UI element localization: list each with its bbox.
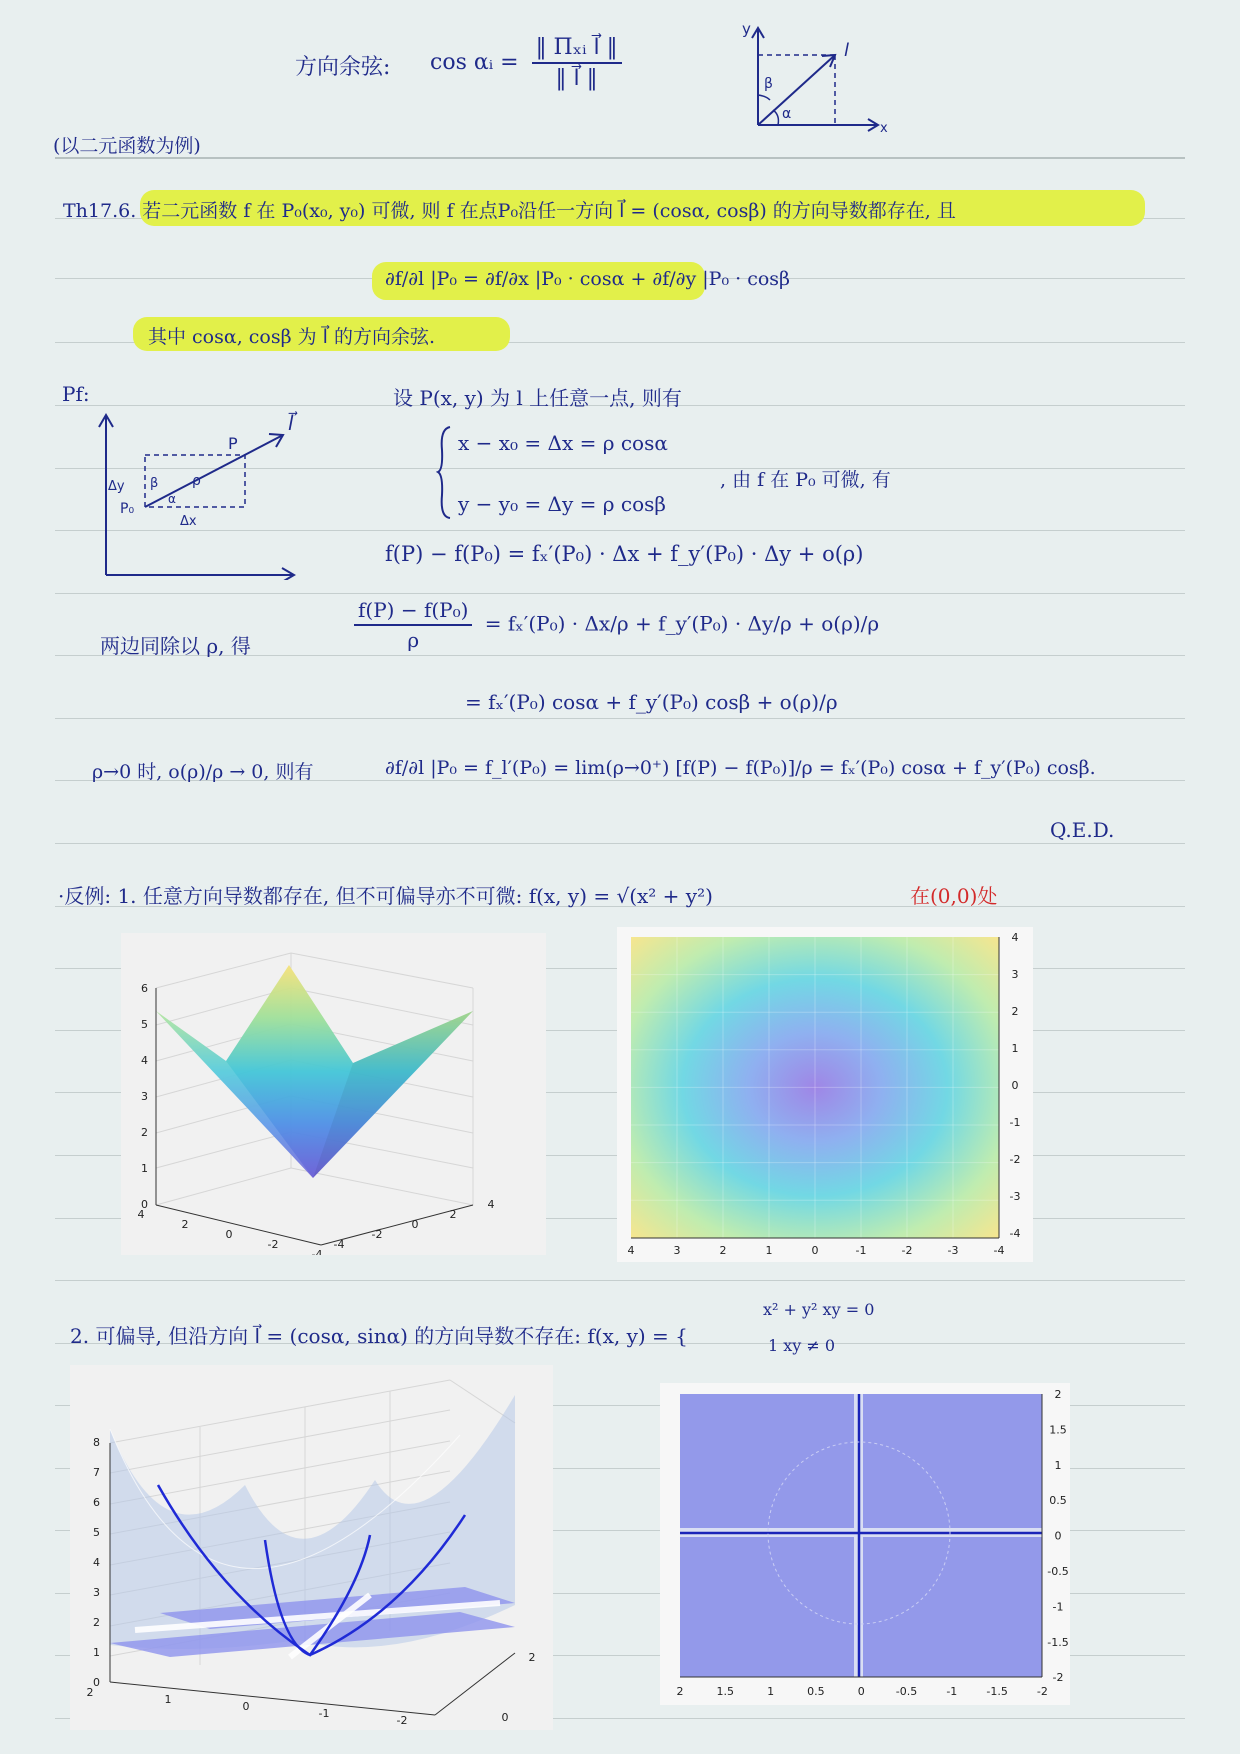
piecewise-heatmap-bottom-tick-label: 0.5 [807,1685,825,1698]
qed: Q.E.D. [1050,818,1115,842]
piecewise-heatmap-right-tick-label: 0 [1054,1529,1062,1543]
cone-z-tick-label: 6 [141,982,148,995]
piecewise-heatmap-right-tick-label: 1.5 [1049,1423,1067,1437]
proof-diagram-l-label: l⃗ [288,411,294,435]
piecewise-heatmap-right-tick-label: 1 [1054,1458,1062,1472]
piecewise-x-tick-label: -2 [396,1714,408,1727]
cone-heatmap-svg [617,927,1033,1262]
cos-numerator: ‖ Πₓᵢ l⃗ ‖ [532,35,622,64]
piecewise-heatmap-right-ticks [1047,1388,1068,1684]
piecewise-z-tick-label: 5 [93,1526,100,1539]
heatmap-right-tick-label: -3 [1009,1190,1021,1203]
diagram-alpha-label: α [782,106,792,122]
heatmap-bottom-tick-label: -1 [855,1244,867,1257]
piecewise-heatmap-right-tick-label: -1 [1052,1600,1064,1614]
piecewise-x-ticks [87,1686,408,1727]
piecewise-heatmap-bottom-tick-label: -1.5 [986,1685,1008,1698]
cone-z-tick-label: 4 [141,1054,148,1067]
cone-y-tick-label: 2 [449,1208,457,1221]
proof-diagram [88,405,313,580]
piecewise-z-tick-label: 7 [93,1466,100,1479]
heatmap-bottom-tick-label: 0 [811,1244,819,1257]
proof-set-point: 设 P(x, y) 为 l 上任意一点, 则有 [393,386,682,410]
proof-diagram-alpha-label: α [168,492,176,506]
cone-x-tick-label: 2 [181,1218,189,1231]
equation-divided-rhs: = fₓ′(P₀) · Δx/ρ + f_y′(P₀) · Δy/ρ + o(ρ)/ρ [484,611,880,636]
piecewise-x-tick-label: -1 [318,1707,330,1720]
piecewise-surface-svg [70,1365,553,1730]
ruled-line [55,1280,1185,1281]
piecewise-x-tick-label: 1 [164,1693,172,1706]
piecewise-z-ticks [93,1436,100,1689]
proof-label: Pf: [62,382,90,406]
ruled-line [55,157,1185,159]
piecewise-case-2: 1 xy ≠ 0 [768,1336,836,1355]
piecewise-z-tick-label: 3 [93,1586,100,1599]
piecewise-heatmap-bottom-ticks [677,1685,1048,1698]
cos-lhs: cos αᵢ = [430,50,519,75]
cone-x-tick-label: 0 [225,1228,233,1241]
heatmap-right-tick-label: 2 [1011,1005,1019,1018]
piecewise-heatmap-svg [660,1383,1070,1705]
cone-y-tick-label: -4 [333,1238,345,1251]
piecewise-x-tick-label: 0 [242,1700,250,1713]
piecewise-heatmap-bottom-tick-label: -2 [1036,1685,1048,1698]
piecewise-heatmap-right-tick-label: 0.5 [1049,1494,1067,1508]
proof-diagram-p-label: P [228,434,238,453]
diagram-x-label: x [880,121,888,135]
piecewise-heatmap-bottom-tick-label: 0 [857,1685,865,1698]
piecewise-z-tick-label: 1 [93,1646,100,1659]
piecewise-z-tick-label: 8 [93,1436,100,1449]
cone-surface-plot [121,933,546,1255]
piecewise-case-1: x² + y² xy = 0 [763,1300,875,1319]
cone-y-tick-label: 0 [411,1218,419,1231]
piecewise-heatmap-plot [660,1383,1070,1705]
cone-z-tick-label: 2 [141,1126,148,1139]
piecewise-heatmap-bottom-tick-label: 1.5 [716,1685,735,1698]
divide-by-rho-text: 两边同除以 ρ, 得 [100,634,251,658]
proof-diagram-rho-label: ρ [192,473,201,489]
piecewise-heatmap-right-tick-label: -1.5 [1047,1635,1069,1649]
direction-cosine-formula [430,35,628,91]
counterexample-1-point: 在(0,0)处 [910,884,998,908]
heatmap-right-tick-label: -1 [1009,1116,1021,1129]
counterexample-2-text: 2. 可偏导, 但沿方向 l⃗ = (cosα, sinα) 的方向导数不存在: f(x, y) = { [70,1324,688,1348]
equation-divided-lhs-den: ρ [407,628,420,652]
heatmap-bottom-tick-label: -2 [901,1244,913,1257]
proof-diagram-beta-label: β [150,476,159,491]
piecewise-y-tick-label: 2 [528,1651,536,1664]
system-brace [436,425,456,520]
piecewise-surface-plot [70,1365,553,1730]
heatmap-right-tick-label: 4 [1011,931,1019,944]
heatmap-right-tick-label: 0 [1011,1079,1019,1092]
cone-z-ticks [141,982,148,1211]
cone-x-tick-label: -4 [311,1248,323,1255]
heatmap-right-ticks [1010,931,1021,1240]
equation-divided-lhs [354,598,472,652]
piecewise-heatmap-bottom-tick-label: 1 [767,1685,775,1698]
piecewise-z-tick-label: 4 [93,1556,100,1569]
diagram-beta-label: β [764,76,773,92]
piecewise-heatmap-right-tick-label: -0.5 [1047,1565,1069,1578]
cone-x-tick-label: 4 [137,1208,145,1221]
piecewise-y-ticks [473,1651,536,1730]
piecewise-heatmap-bottom-tick-label: 2 [676,1685,684,1698]
cone-z-tick-label: 5 [141,1018,148,1031]
equation-total-increment: f(P) − f(P₀) = fₓ′(P₀) · Δx + f_y′(P₀) · Δy + o(ρ) [385,542,864,566]
cone-z-tick-label: 0 [141,1198,148,1211]
diagram-l-label: l [844,40,850,61]
limit-condition: ρ→0 时, o(ρ)/ρ → 0, 则有 [92,761,314,783]
ruled-line [55,718,1185,719]
proof-diagram-dx-label: Δx [180,514,197,529]
cone-z-tick-label: 3 [141,1090,148,1103]
counterexample-1-text: ·反例: 1. 任意方向导数都存在, 但不可偏导亦不可微: f(x, y) = √(x² + y²) [58,884,713,908]
angle-diagram [740,20,890,135]
heatmap-bottom-tick-label: 3 [673,1244,681,1257]
equation-dy: y − y₀ = Δy = ρ cosβ [458,492,666,516]
heatmap-right-tick-label: 1 [1011,1042,1019,1055]
theorem-statement: Th17.6. 若二元函数 f 在 P₀(x₀, y₀) 可微, 则 f 在点P₀沿任一方向 l⃗ = (cosα, cosβ) 的方向导数都存在, 且 [63,200,956,222]
ruled-line [55,593,1185,594]
cone-z-tick-label: 1 [141,1162,148,1175]
limit-equation: ∂f/∂l |P₀ = f_l′(P₀) = lim(ρ→0⁺) [f(P) − f(P₀)]/ρ = fₓ′(P₀) cosα + f_y′(P₀) cosβ. [385,757,1096,779]
piecewise-z-tick-label: 0 [93,1676,100,1689]
cone-x-ticks [138,1208,323,1255]
equation-divided-lhs-num: f(P) − f(P₀) [354,598,472,626]
heatmap-right-tick-label: 3 [1011,968,1019,981]
differentiable-note: , 由 f 在 P₀ 可微, 有 [720,469,891,491]
cos-fraction [532,35,622,91]
heatmap-bottom-ticks [628,1244,1005,1257]
piecewise-x-tick-label: 2 [86,1686,94,1699]
heatmap-bottom-tick-label: -3 [947,1244,959,1257]
piecewise-heatmap-right-tick-label: -2 [1052,1671,1064,1685]
cone-y-tick-label: -2 [371,1228,383,1241]
heatmap-right-tick-label: -2 [1009,1153,1021,1166]
piecewise-heatmap-right-tick-label: 2 [1054,1388,1062,1401]
piecewise-heatmap-bottom-tick-label: -1 [946,1685,958,1698]
diagram-y-label: y [742,20,751,38]
proof-diagram-p0-label: P₀ [120,501,135,517]
cone-surface-svg [121,933,546,1255]
piecewise-z-tick-label: 6 [93,1496,100,1509]
equation-cosines: = fₓ′(P₀) cosα + f_y′(P₀) cosβ + o(ρ)/ρ [465,690,838,714]
cone-y-tick-label: 4 [487,1198,495,1211]
equation-dx: x − x₀ = Δx = ρ cosα [458,431,668,455]
ruled-line [55,843,1185,844]
direction-cosine-label: 方向余弦: [295,55,391,80]
heatmap-right-tick-label: -4 [1009,1227,1021,1240]
heatmap-bottom-tick-label: -4 [993,1244,1005,1257]
heatmap-bottom-tick-label: 4 [627,1244,635,1257]
proof-diagram-dy-label: Δy [108,479,125,494]
heatmap-bottom-tick-label: 1 [765,1244,773,1257]
piecewise-z-tick-label: 2 [93,1616,100,1629]
cone-x-tick-label: -2 [267,1238,279,1251]
cone-heatmap-plot [617,927,1033,1262]
piecewise-y-tick-label: 0 [501,1711,509,1724]
cos-denominator: ‖ l⃗ ‖ [555,66,598,91]
binary-function-note: (以二元函数为例) [53,135,201,157]
theorem-formula: ∂f/∂l |P₀ = ∂f/∂x |P₀ · cosα + ∂f/∂y |P₀ · cosβ [385,268,791,290]
equation-divided [348,598,879,652]
heatmap-bottom-tick-label: 2 [719,1244,727,1257]
theorem-direction-cosine: 其中 cosα, cosβ 为 l⃗ 的方向余弦. [148,326,436,348]
piecewise-heatmap-bottom-tick-label: -0.5 [895,1685,918,1698]
